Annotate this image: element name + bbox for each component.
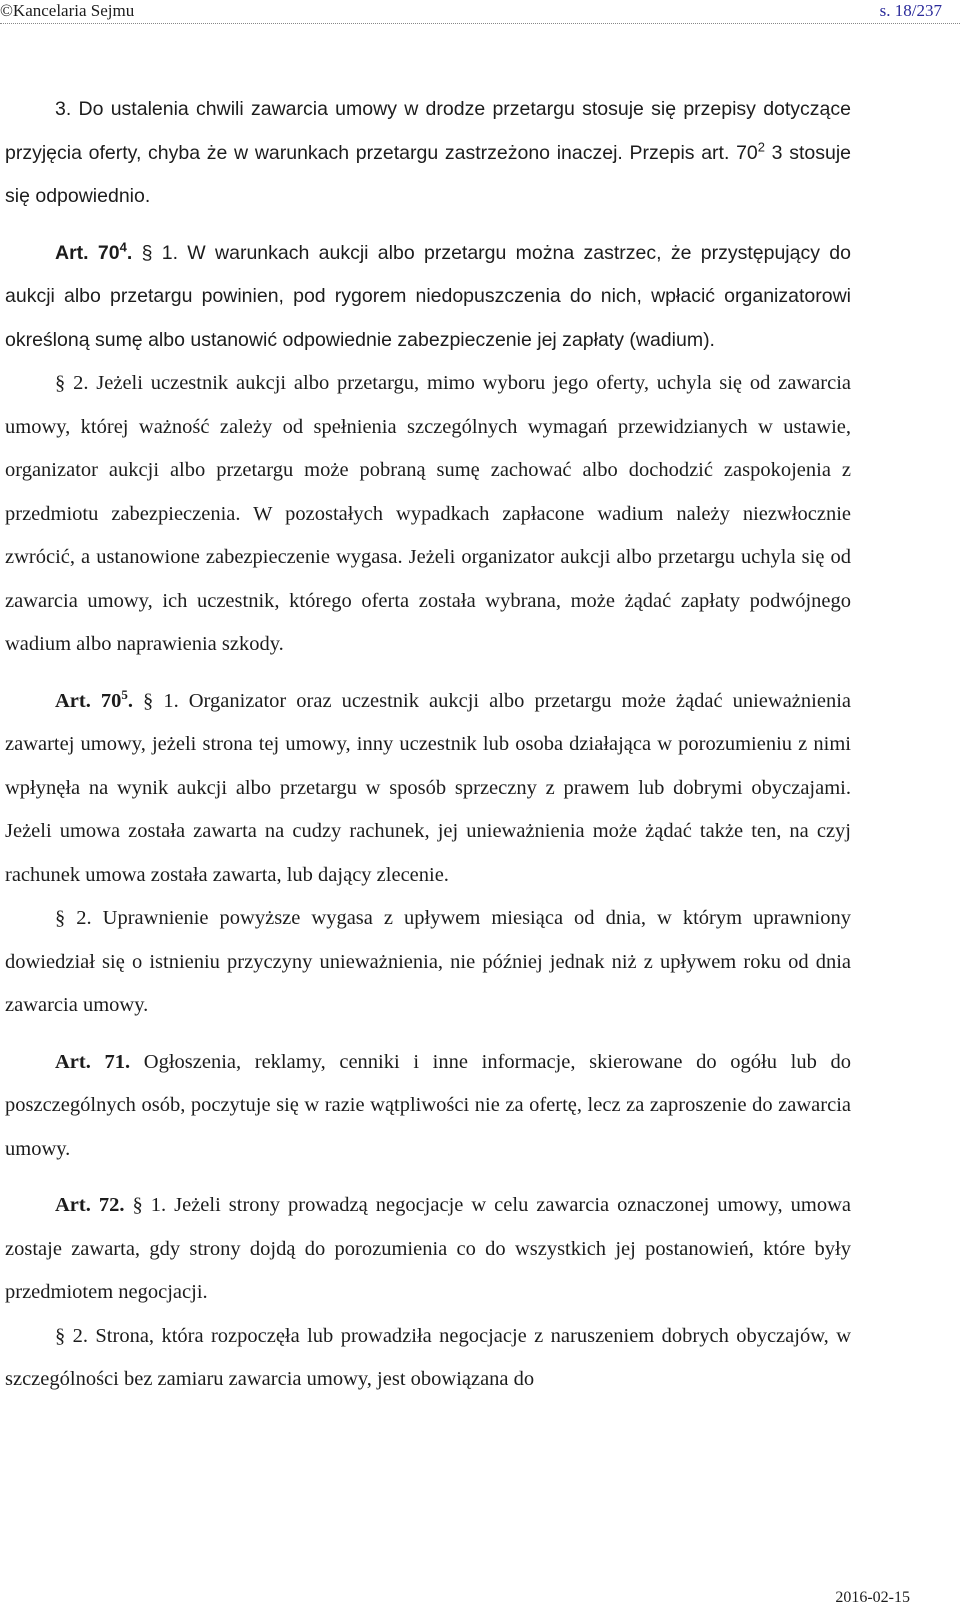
article-70-4-par1 (5, 232, 851, 363)
paragraph-art70-3 (5, 88, 851, 219)
article-dot: . (127, 689, 134, 712)
paragraph-text: 3 stosuje się odpowiednio. (5, 141, 852, 207)
paragraph-text: § 2. Uprawnienie powyższe wygasa z upływem miesiąca od dnia, w którym uprawniony dowiedział się o istnieniu przyczyny unieważnienia, nie później jednak niż z upływem roku od dnia zawarcia umowy. (5, 907, 851, 1016)
article-72-par1 (5, 1184, 851, 1315)
article-number: Art. 70 (55, 241, 120, 264)
article-heading: Art. 71. (55, 1050, 131, 1073)
superscript: 4 (119, 239, 127, 254)
article-dot: . (126, 241, 133, 264)
article-70-4-par2 (5, 362, 851, 667)
article-heading (55, 686, 134, 712)
document-body (5, 88, 851, 1402)
paragraph-text: Ogłoszenia, reklamy, cenniki i inne informacje, skierowane do ogółu lub do poszczególnych osób, poczytuje się w razie wątpliwości nie za ofertę, lecz za zaproszenie do zawarcia umowy. (5, 1050, 851, 1160)
paragraph-text: § 1. Organizator oraz uczestnik aukcji albo przetargu może żądać unieważnienia zawartej umowy, jeżeli strona tej umowy, inny uczestnik lub osoba działająca w porozumieniu z nimi wpłynęła na wynik aukcji albo przetargu w sposób sprzeczny z prawem lub dobrymi obyczajami. Jeżeli umowa została zawarta na cudzy rachunek, jej unieważnienia może żądać także ten, na czyj rachunek umowa została zawarta, lub dający zlecenie. (5, 689, 851, 886)
footer-date: 2016-02-15 (835, 1589, 910, 1606)
page-number: s. 18/237 (879, 1, 942, 20)
copyright-label: ©Kancelaria Sejmu (0, 1, 135, 20)
article-heading (55, 239, 133, 264)
article-70-5-par2 (5, 897, 851, 1028)
superscript: 2 (757, 139, 765, 154)
paragraph-text: § 1. W warunkach aukcji albo przetargu można zastrzec, że przystępujący do aukcji albo przetargu powinien, pod rygorem niedopuszczenia do nich, wpłacić organizatorowi określoną sumę albo ustanowić odpowiednie zabezpieczenie jej zapłaty (wadium). (5, 241, 851, 351)
paragraph-text: § 1. Jeżeli strony prowadzą negocjacje w celu zawarcia oznaczonej umowy, umowa zostaje zawarta, gdy strony dojdą do porozumienia co do wszystkich jej postanowień, które były przedmiotem negocjacji. (5, 1194, 851, 1303)
header-divider (0, 23, 960, 24)
article-72-par2 (5, 1315, 851, 1402)
article-heading: Art. 72. (55, 1194, 125, 1216)
article-71 (5, 1041, 851, 1172)
paragraph-text: 3. Do ustalenia chwili zawarcia umowy w drodze przetargu stosuje się przepisy dotyczące przyjęcia oferty, chyba że w warunkach przetargu zastrzeżono inaczej. Przepis art. 70 (5, 98, 851, 164)
article-70-5-par1 (5, 680, 851, 898)
paragraph-text: § 2. Strona, która rozpoczęła lub prowadziła negocjacje z naruszeniem dobrych obyczajów, w szczególności bez zamiaru zawarcia umowy, jest obowiązana do (5, 1324, 851, 1390)
article-number: Art. 70 (55, 689, 122, 712)
superscript: 5 (121, 686, 128, 702)
paragraph-text: § 2. Jeżeli uczestnik aukcji albo przetargu, mimo wyboru jego oferty, uchyla się od zawarcia umowy, której ważność zależy od spełnienia szczególnych wymagań przewidzianych w ustawie, organizator aukcji albo przetargu może pobraną sumę zachować albo dochodzić zaspokojenia z przedmiotu zabezpieczenia. W pozostałych wypadkach zapłacone wadium należy niezwłocznie zwrócić, a ustanowione zabezpieczenie wygasa. Jeżeli organizator aukcji albo przetargu uchyla się od zawarcia umowy, ich uczestnik, którego oferta została wybrana, może żądać zapłaty podwójnego wadium albo naprawienia szkody. (5, 372, 851, 655)
page-header (0, 0, 960, 24)
